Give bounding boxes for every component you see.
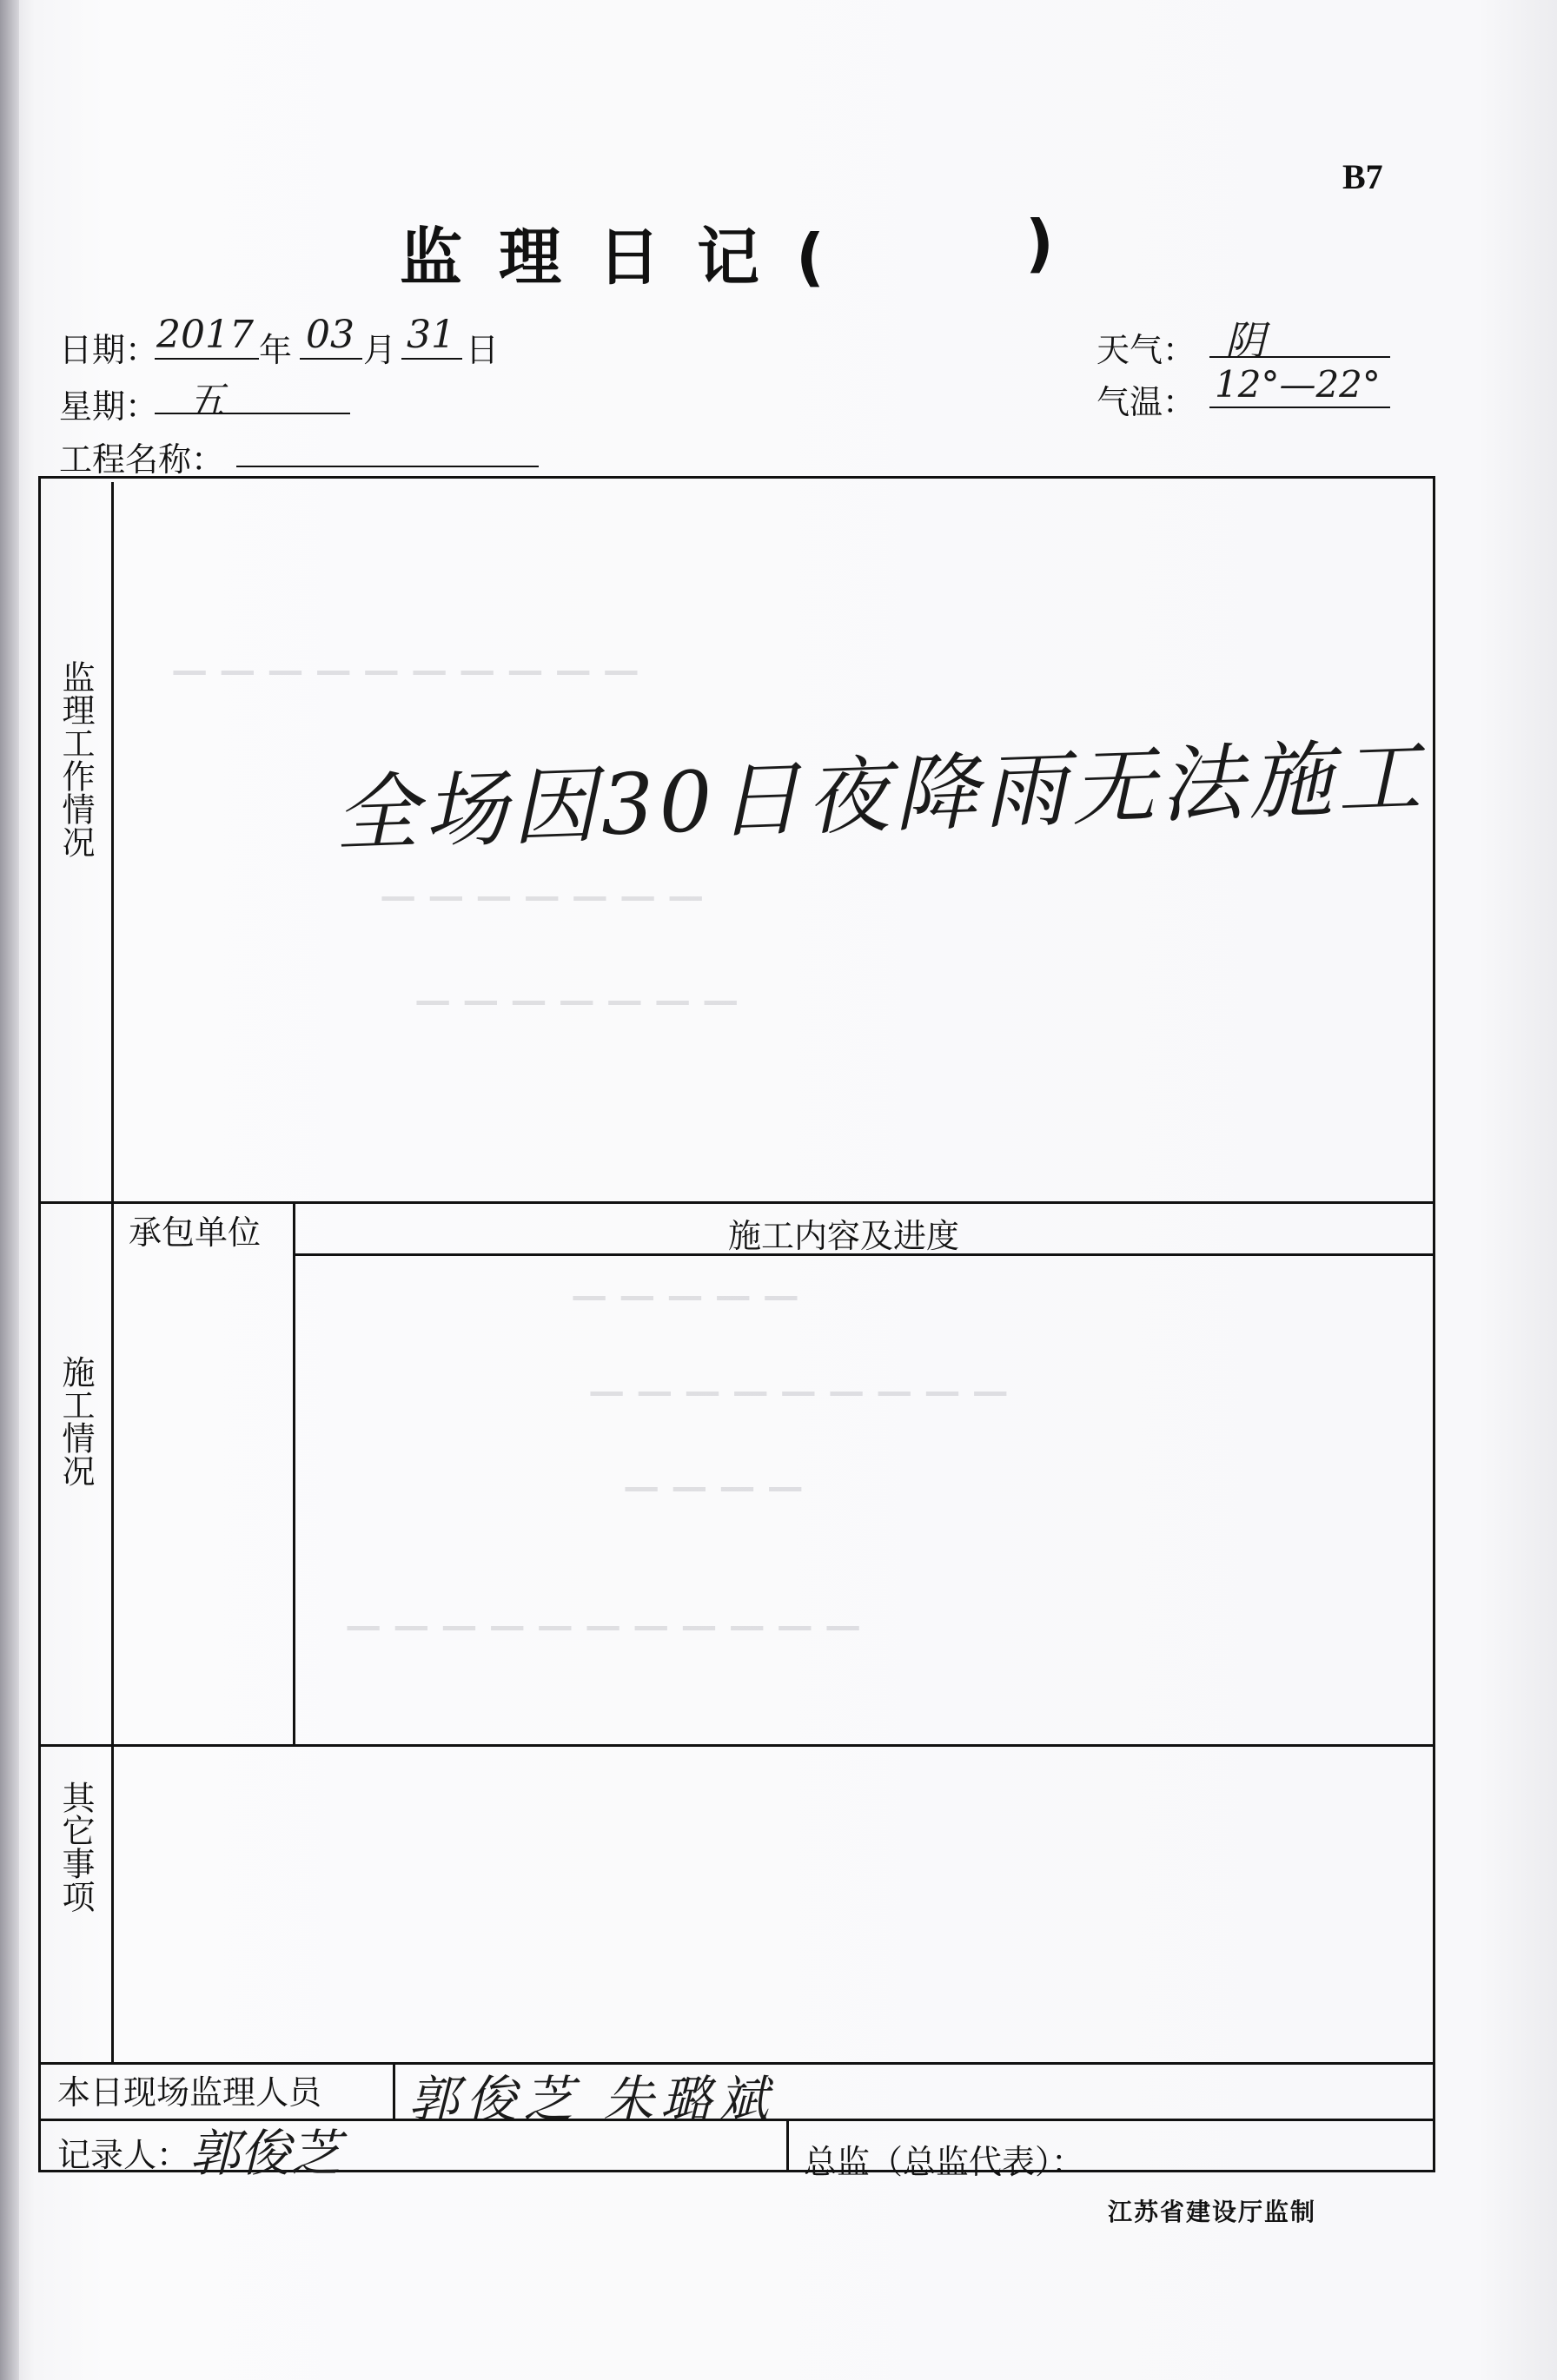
date-day: 31 [407,313,455,357]
contractor-cell [114,1253,293,1744]
title-close-paren: ) [1025,207,1054,280]
binding-edge [0,0,19,2380]
recorder-label: 记录人： [57,2136,190,2174]
year-unit: 年 [259,331,293,369]
project-label: 工程名称： [59,440,225,479]
supervision-work-label: 监理工作情况 [56,660,95,858]
bleed-through-text: ─ ─ ─ ─ [626,1459,801,1520]
supervision-work-content: 全场因30日夜降雨无法施工 [333,728,1428,863]
weather-label: 天气： [1097,331,1196,369]
recorder-value: 郭俊芝 [189,2124,341,2183]
date-month: 03 [306,313,354,357]
temperature-label: 气温： [1097,383,1196,421]
day-unit: 日 [466,331,500,369]
issuer-footer: 江苏省建设厅监制 [1108,2198,1317,2226]
month-unit: 月 [363,331,397,369]
other-matters-label: 其它事项 [56,1781,95,1913]
weekday-label: 星期： [59,387,159,426]
bleed-through-text: ─ ─ ─ ─ ─ ─ ─ ─ ─ ─ [174,643,637,704]
weather-value: 阴 [1225,317,1265,364]
staff-value: 郭俊芝 朱璐斌 [408,2070,776,2129]
weekday-value: 五 [187,379,225,423]
bleed-through-text: ─ ─ ─ ─ ─ ─ ─ ─ ─ [591,1364,1006,1425]
page-title: 监理日记( [400,221,861,294]
staff-label: 本日现场监理人员 [57,2073,322,2112]
date-label: 日期： [59,331,159,369]
bleed-through-text: ─ ─ ─ ─ ─ ─ ─ ─ ─ ─ ─ [348,1598,859,1659]
progress-column-header: 施工内容及进度 [728,1217,960,1255]
progress-cell [295,1256,1433,1744]
chief-supervisor-label: 总监（总监代表）： [804,2143,1085,2181]
bleed-through-text: ─ ─ ─ ─ ─ ─ ─ [382,869,702,929]
other-matters-cell [114,1747,1433,2059]
contractor-column-header: 承包单位 [129,1213,262,1252]
form-code: B7 [1342,157,1383,196]
bleed-through-text: ─ ─ ─ ─ ─ [573,1268,797,1329]
date-year: 2017 [156,313,254,357]
bleed-through-text: ─ ─ ─ ─ ─ ─ ─ [417,973,737,1034]
construction-label: 施工情况 [56,1355,95,1487]
temperature-value: 12°—22° [1215,363,1381,406]
